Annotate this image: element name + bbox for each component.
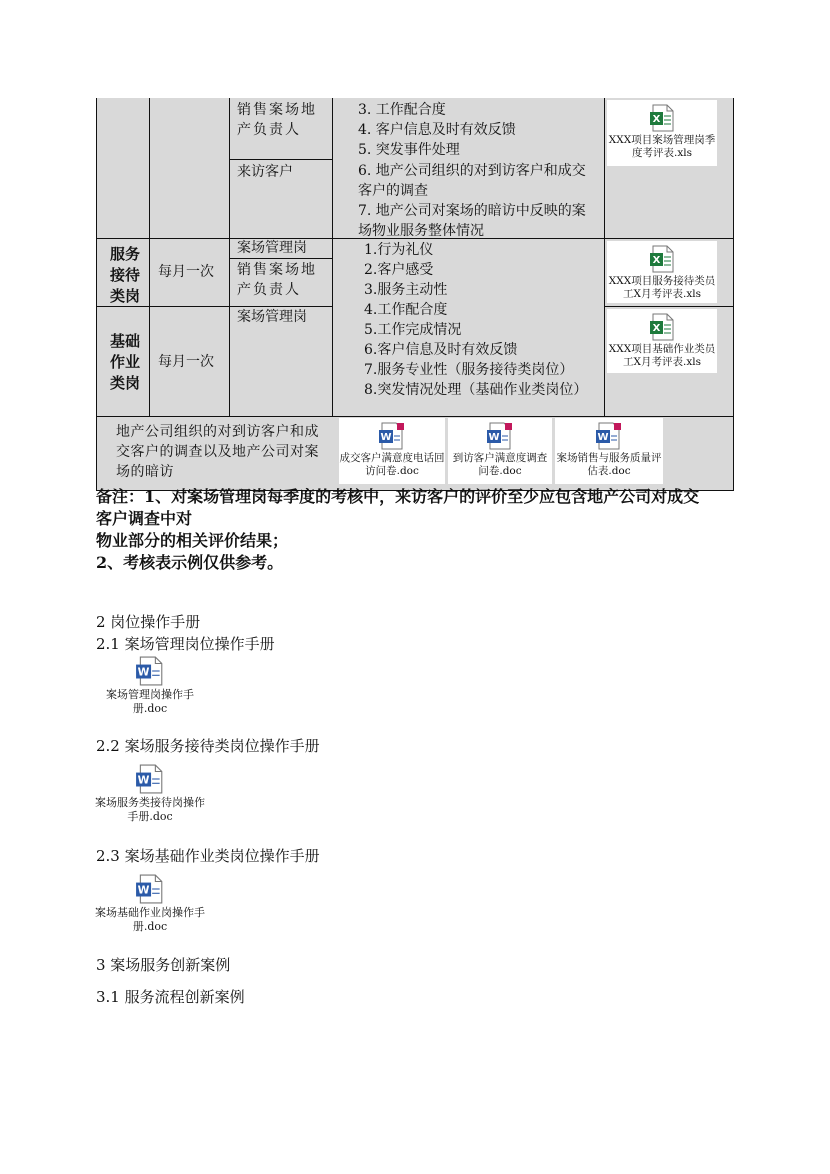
svg-text:W: W: [137, 773, 150, 787]
list-item: 3. 工作配合度: [358, 102, 446, 118]
section-2-heading: 2 岗位操作手册: [96, 613, 201, 631]
section-2-2-heading: 2.2 案场服务接待类岗位操作手册: [96, 737, 320, 755]
file-label: 成交客户满意度电话回访问卷.doc: [339, 452, 445, 477]
svg-text:W: W: [380, 432, 392, 443]
svg-text:W: W: [137, 665, 150, 679]
reception-label: 服务接待类岗: [110, 245, 141, 305]
subject-visitor: 来访客户: [237, 164, 293, 180]
file-label: 案场服务类接待岗操作手册.doc: [95, 796, 205, 823]
list-item: 6.客户信息及时有效反馈: [364, 342, 518, 358]
file-label: XXX项目服务接待类员工X月考评表.xls: [608, 275, 716, 300]
manual-file-management[interactable]: [90, 656, 210, 716]
excel-file-icon: [649, 245, 675, 273]
svg-text:X: X: [652, 323, 661, 334]
excel-file-icon: [649, 313, 675, 341]
word-file-icon: [378, 422, 406, 450]
svg-text:W: W: [488, 432, 500, 443]
visitor-survey-file[interactable]: [448, 418, 552, 484]
svg-text:W: W: [137, 883, 150, 897]
quality-eval-file[interactable]: [555, 418, 663, 484]
excel-file-icon: [649, 104, 675, 132]
reception-frequency: 每月一次: [158, 264, 214, 280]
file-label: 到访客户满意度调查问卷.doc: [452, 452, 548, 477]
section-3-heading: 3 案场服务创新案例: [96, 956, 231, 974]
basic-label: 基础作业类岗: [110, 332, 141, 392]
note-line-4: 2、考核表示例仅供参考。: [96, 553, 284, 572]
list-item: 8.突发情况处理（基础作业类岗位）: [364, 382, 588, 398]
file-label: 案场管理岗操作手册.doc: [106, 688, 194, 715]
svg-text:X: X: [652, 114, 661, 125]
note-line-1: 备注：1、对案场管理岗每季度的考核中，来访客户的评价至少应包含地产公司对成交: [96, 487, 700, 506]
section-2-3-heading: 2.3 案场基础作业类岗位操作手册: [96, 847, 320, 865]
word-file-icon: [135, 764, 165, 794]
manual-file-basic[interactable]: [90, 874, 210, 934]
list-item: 1.行为礼仪: [364, 242, 434, 258]
reception-subject-1: 案场管理岗: [237, 240, 307, 256]
list-item: 5. 突发事件处理: [358, 142, 460, 158]
item-list-a: [358, 100, 598, 160]
list-item: 4.工作配合度: [364, 302, 448, 318]
list-item: 7. 地产公司对案场的暗访中反映的案场物业服务整体情况: [358, 203, 586, 239]
file-label: 案场销售与服务质量评估表.doc: [556, 452, 662, 477]
file-label: XXX项目基础作业类员工X月考评表.xls: [608, 343, 716, 368]
assessment-table: [96, 98, 734, 491]
manual-file-reception[interactable]: [90, 764, 210, 824]
file-label: XXX项目案场管理岗季度考评表.xls: [608, 134, 716, 159]
svg-text:W: W: [597, 432, 609, 443]
item-list-b: [358, 161, 598, 241]
subject-sales-owner: 销售案场地产负责人: [237, 102, 317, 138]
word-file-icon: [595, 422, 623, 450]
list-item: 7.服务专业性（服务接待类岗位）: [364, 362, 574, 378]
note-line-3: 物业部分的相关评价结果；: [96, 531, 289, 550]
phone-survey-file[interactable]: [339, 418, 445, 484]
quarter-eval-file[interactable]: [607, 100, 717, 166]
basic-eval-file[interactable]: [607, 309, 717, 373]
section-2-1-heading: 2.1 案场管理岗位操作手册: [96, 635, 275, 653]
list-item: 5.工作完成情况: [364, 322, 462, 338]
list-item: 6. 地产公司组织的对到访客户和成交客户的调查: [358, 163, 586, 199]
shared-item-list: [364, 240, 600, 400]
basic-subject-1: 案场管理岗: [237, 309, 307, 325]
basic-frequency: 每月一次: [158, 354, 214, 370]
reception-subject-2: 销售案场地产负责人: [237, 262, 317, 298]
word-file-icon: [135, 656, 165, 686]
file-label: 案场基础作业岗操作手册.doc: [95, 906, 205, 933]
list-item: 4. 客户信息及时有效反馈: [358, 122, 516, 138]
note-line-2: 客户调查中对: [96, 509, 193, 528]
section-3-1-heading: 3.1 服务流程创新案例: [96, 988, 245, 1006]
reception-eval-file[interactable]: [607, 241, 717, 303]
word-file-icon: [486, 422, 514, 450]
svg-text:X: X: [652, 255, 661, 266]
list-item: 2.客户感受: [364, 262, 434, 278]
list-item: 3.服务主动性: [364, 282, 448, 298]
bottom-row-text: 地产公司组织的对到访客户和成交客户的调查以及地产公司对案场的暗访: [116, 424, 319, 480]
word-file-icon: [135, 874, 165, 904]
